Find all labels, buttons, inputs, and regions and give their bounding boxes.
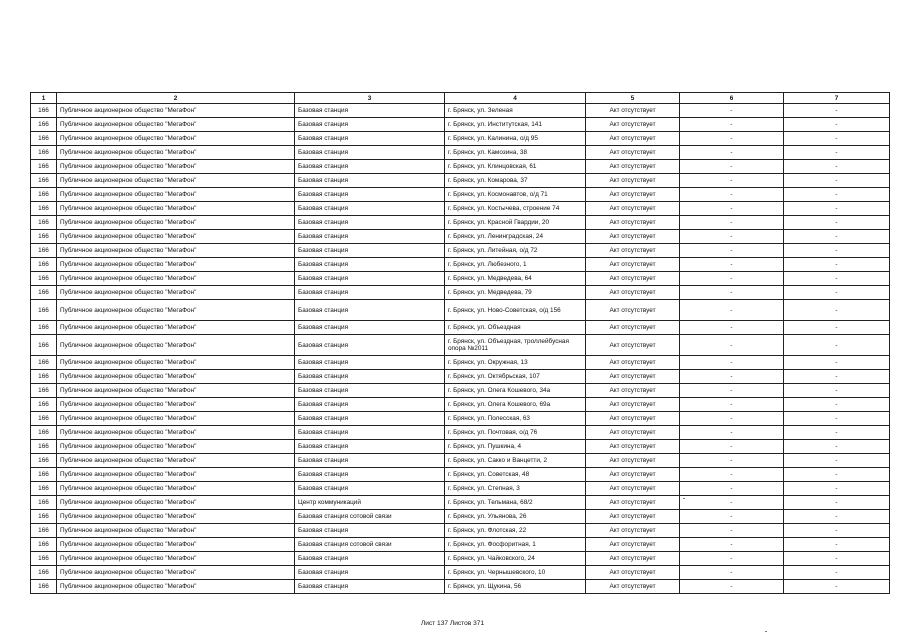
table-body [31, 104, 890, 594]
cell-address: г. Брянск, ул. Чайковского, 24 [445, 552, 586, 566]
cell-organization: Публичное акционерное общество "МегаФон" [57, 426, 295, 440]
cell-number: 166 [31, 370, 57, 384]
cell-organization: Публичное акционерное общество "МегаФон" [57, 482, 295, 496]
cell-column-7: - [784, 440, 890, 454]
cell-number: 166 [31, 440, 57, 454]
cell-column-7: - [784, 496, 890, 510]
cell-column-7: - [784, 356, 890, 370]
cell-column-7: - [784, 132, 890, 146]
cell-act-status: Акт отсутствует [586, 468, 680, 482]
cell-number: 166 [31, 384, 57, 398]
cell-column-7: - [784, 335, 890, 356]
cell-act-status: Акт отсутствует [586, 566, 680, 580]
cell-number: 166 [31, 538, 57, 552]
cell-organization: Публичное акционерное общество "МегаФон" [57, 510, 295, 524]
cell-address: г. Брянск, ул. Окружная, 13 [445, 356, 586, 370]
cell-address: г. Брянск, ул. Советская, 48 [445, 468, 586, 482]
cell-column-7: - [784, 454, 890, 468]
cell-number: 166 [31, 258, 57, 272]
cell-act-status: Акт отсутствует [586, 356, 680, 370]
cell-organization: Публичное акционерное общество "МегаФон" [57, 468, 295, 482]
cell-object-type: Базовая станция [295, 356, 445, 370]
cell-address: г. Брянск, ул. Фосфоритная, 1 [445, 538, 586, 552]
cell-number: 166 [31, 468, 57, 482]
cell-address: г. Брянск, ул. Ленинградская, 24 [445, 230, 586, 244]
cell-act-status: Акт отсутствует [586, 398, 680, 412]
cell-organization: Публичное акционерное общество "МегаФон" [57, 412, 295, 426]
table-row [31, 552, 890, 566]
column-header-4: 4 [445, 93, 586, 104]
cell-object-type: Базовая станция [295, 160, 445, 174]
cell-column-6: - [680, 398, 784, 412]
cell-organization: Публичное акционерное общество "МегаФон" [57, 552, 295, 566]
cell-column-6: - [680, 496, 784, 510]
column-header-6: 6 [680, 93, 784, 104]
cell-number: 166 [31, 104, 57, 118]
cell-column-7: - [784, 398, 890, 412]
cell-number: 166 [31, 426, 57, 440]
cell-address: г. Брянск, ул. Ульянова, 26 [445, 510, 586, 524]
cell-number: 166 [31, 174, 57, 188]
cell-number: 166 [31, 202, 57, 216]
cell-column-6: - [680, 454, 784, 468]
cell-organization: Публичное акционерное общество "МегаФон" [57, 538, 295, 552]
cell-act-status: Акт отсутствует [586, 412, 680, 426]
cell-organization: Публичное акционерное общество "МегаФон" [57, 118, 295, 132]
cell-column-6: - [680, 300, 784, 321]
table-row [31, 538, 890, 552]
cell-object-type: Базовая станция [295, 174, 445, 188]
cell-object-type: Центр коммуникаций [295, 496, 445, 510]
cell-object-type: Базовая станция [295, 258, 445, 272]
cell-address: г. Брянск, ул. Любезного, 1 [445, 258, 586, 272]
table-row [31, 454, 890, 468]
cell-column-7: - [784, 300, 890, 321]
cell-act-status: Акт отсутствует [586, 118, 680, 132]
table-row [31, 244, 890, 258]
cell-organization: Публичное акционерное общество "МегаФон" [57, 244, 295, 258]
cell-object-type: Базовая станция [295, 244, 445, 258]
cell-address: г. Брянск, ул. Костычева, строение 74 [445, 202, 586, 216]
cell-object-type: Базовая станция [295, 188, 445, 202]
cell-column-7: - [784, 321, 890, 335]
table-row [31, 384, 890, 398]
table-row [31, 412, 890, 426]
cell-number: 166 [31, 321, 57, 335]
registry-table [30, 92, 890, 594]
cell-column-6: - [680, 566, 784, 580]
cell-column-7: - [784, 244, 890, 258]
table-row [31, 174, 890, 188]
cell-object-type: Базовая станция [295, 104, 445, 118]
cell-object-type: Базовая станция [295, 300, 445, 321]
cell-column-7: - [784, 552, 890, 566]
cell-address: г. Брянск, ул. Космонавтов, о/д 71 [445, 188, 586, 202]
cell-act-status: Акт отсутствует [586, 321, 680, 335]
cell-column-6: - [680, 202, 784, 216]
table-row [31, 216, 890, 230]
cell-object-type: Базовая станция [295, 286, 445, 300]
cell-organization: Публичное акционерное общество "МегаФон" [57, 370, 295, 384]
cell-organization: Публичное акционерное общество "МегаФон" [57, 454, 295, 468]
cell-organization: Публичное акционерное общество "МегаФон" [57, 202, 295, 216]
scan-speck [765, 631, 767, 632]
cell-column-7: - [784, 510, 890, 524]
table-row [31, 398, 890, 412]
table-row [31, 272, 890, 286]
cell-object-type: Базовая станция [295, 272, 445, 286]
cell-object-type: Базовая станция [295, 335, 445, 356]
cell-column-7: - [784, 468, 890, 482]
cell-column-6: - [680, 230, 784, 244]
cell-number: 166 [31, 524, 57, 538]
cell-column-6: - [680, 440, 784, 454]
cell-address: г. Брянск, ул. Октябрьская, 107 [445, 370, 586, 384]
cell-address: г. Брянск, ул. Чернышевского, 10 [445, 566, 586, 580]
cell-object-type: Базовая станция сотовой связи [295, 510, 445, 524]
cell-organization: Публичное акционерное общество "МегаФон" [57, 524, 295, 538]
cell-number: 166 [31, 188, 57, 202]
cell-number: 166 [31, 454, 57, 468]
cell-object-type: Базовая станция [295, 321, 445, 335]
cell-act-status: Акт отсутствует [586, 146, 680, 160]
cell-act-status: Акт отсутствует [586, 104, 680, 118]
cell-number: 166 [31, 272, 57, 286]
cell-column-7: - [784, 538, 890, 552]
cell-object-type: Базовая станция [295, 412, 445, 426]
cell-organization: Публичное акционерное общество "МегаФон" [57, 384, 295, 398]
cell-address: г. Брянск, ул. Олега Кошевого, 69а [445, 398, 586, 412]
cell-address: г. Брянск, ул. Объездная, троллейбусная опора №2011 [445, 335, 586, 356]
cell-column-6: - [680, 468, 784, 482]
cell-act-status: Акт отсутствует [586, 160, 680, 174]
cell-number: 166 [31, 482, 57, 496]
cell-number: 166 [31, 552, 57, 566]
cell-act-status: Акт отсутствует [586, 524, 680, 538]
cell-column-7: - [784, 118, 890, 132]
cell-number: 166 [31, 286, 57, 300]
cell-object-type: Базовая станция [295, 440, 445, 454]
cell-column-7: - [784, 286, 890, 300]
cell-organization: Публичное акционерное общество "МегаФон" [57, 356, 295, 370]
cell-column-6: - [680, 216, 784, 230]
cell-object-type: Базовая станция [295, 216, 445, 230]
cell-column-7: - [784, 566, 890, 580]
cell-column-6: - [680, 384, 784, 398]
cell-column-6: - [680, 258, 784, 272]
table-row [31, 370, 890, 384]
cell-number: 166 [31, 230, 57, 244]
cell-organization: Публичное акционерное общество "МегаФон" [57, 188, 295, 202]
table-row [31, 146, 890, 160]
cell-act-status: Акт отсутствует [586, 244, 680, 258]
cell-object-type: Базовая станция [295, 580, 445, 594]
cell-column-6: - [680, 132, 784, 146]
cell-address: г. Брянск, ул. Степная, 3 [445, 482, 586, 496]
cell-object-type: Базовая станция [295, 230, 445, 244]
cell-address: г. Брянск, ул. Объездная [445, 321, 586, 335]
cell-act-status: Акт отсутствует [586, 454, 680, 468]
cell-organization: Публичное акционерное общество "МегаФон" [57, 335, 295, 356]
cell-column-7: - [784, 216, 890, 230]
cell-number: 166 [31, 398, 57, 412]
cell-object-type: Базовая станция [295, 566, 445, 580]
cell-number: 166 [31, 300, 57, 321]
cell-column-6: - [680, 286, 784, 300]
cell-number: 166 [31, 566, 57, 580]
cell-column-7: - [784, 426, 890, 440]
cell-column-6: - [680, 552, 784, 566]
cell-organization: Публичное акционерное общество "МегаФон" [57, 216, 295, 230]
cell-object-type: Базовая станция [295, 118, 445, 132]
cell-address: г. Брянск, ул. Клинцовская, 61 [445, 160, 586, 174]
cell-column-7: - [784, 580, 890, 594]
cell-act-status: Акт отсутствует [586, 510, 680, 524]
cell-organization: Публичное акционерное общество "МегаФон" [57, 272, 295, 286]
cell-address: г. Брянск, ул. Медведева, 64 [445, 272, 586, 286]
cell-object-type: Базовая станция [295, 398, 445, 412]
cell-organization: Публичное акционерное общество "МегаФон" [57, 496, 295, 510]
cell-number: 166 [31, 160, 57, 174]
cell-address: г. Брянск, ул. Красной Гвардии, 20 [445, 216, 586, 230]
cell-address: г. Брянск, ул. Почтовая, о/д 76 [445, 426, 586, 440]
cell-organization: Публичное акционерное общество "МегаФон" [57, 566, 295, 580]
cell-column-6: - [680, 510, 784, 524]
cell-column-7: - [784, 524, 890, 538]
cell-object-type: Базовая станция [295, 524, 445, 538]
table-row [31, 321, 890, 335]
cell-object-type: Базовая станция [295, 146, 445, 160]
cell-act-status: Акт отсутствует [586, 188, 680, 202]
cell-column-7: - [784, 160, 890, 174]
cell-organization: Публичное акционерное общество "МегаФон" [57, 230, 295, 244]
cell-column-6: - [680, 244, 784, 258]
cell-organization: Публичное акционерное общество "МегаФон" [57, 300, 295, 321]
cell-act-status: Акт отсутствует [586, 482, 680, 496]
cell-number: 166 [31, 496, 57, 510]
cell-number: 166 [31, 510, 57, 524]
cell-object-type: Базовая станция [295, 202, 445, 216]
cell-act-status: Акт отсутствует [586, 300, 680, 321]
cell-column-7: - [784, 370, 890, 384]
cell-act-status: Акт отсутствует [586, 258, 680, 272]
table-row [31, 132, 890, 146]
cell-object-type: Базовая станция [295, 454, 445, 468]
cell-address: г. Брянск, ул. Флотская, 22 [445, 524, 586, 538]
cell-address: г. Брянск, ул. Сакко и Ванцетти, 2 [445, 454, 586, 468]
cell-number: 166 [31, 132, 57, 146]
cell-number: 166 [31, 412, 57, 426]
cell-column-6: - [680, 146, 784, 160]
cell-act-status: Акт отсутствует [586, 580, 680, 594]
cell-column-7: - [784, 258, 890, 272]
cell-number: 166 [31, 118, 57, 132]
cell-act-status: Акт отсутствует [586, 384, 680, 398]
page-footer: Лист 137 Листов 371 [420, 620, 485, 627]
cell-column-6: - [680, 538, 784, 552]
cell-column-7: - [784, 188, 890, 202]
cell-organization: Публичное акционерное общество "МегаФон" [57, 146, 295, 160]
cell-address: г. Брянск, ул. Тельмана, 68/2 [445, 496, 586, 510]
cell-column-7: - [784, 146, 890, 160]
table-row [31, 335, 890, 356]
cell-object-type: Базовая станция [295, 370, 445, 384]
table-row [31, 286, 890, 300]
cell-column-7: - [784, 482, 890, 496]
cell-column-6: - [680, 370, 784, 384]
cell-column-6: - [680, 188, 784, 202]
cell-organization: Публичное акционерное общество "МегаФон" [57, 286, 295, 300]
cell-address: г. Брянск, ул. Пушкина, 4 [445, 440, 586, 454]
cell-act-status: Акт отсутствует [586, 132, 680, 146]
cell-column-7: - [784, 230, 890, 244]
cell-address: г. Брянск, ул. Полесская, 63 [445, 412, 586, 426]
cell-act-status: Акт отсутствует [586, 538, 680, 552]
cell-address: г. Брянск, ул. Зеленая [445, 104, 586, 118]
cell-act-status: Акт отсутствует [586, 370, 680, 384]
table-row [31, 104, 890, 118]
cell-address: г. Брянск, ул. Институтская, 141 [445, 118, 586, 132]
cell-object-type: Базовая станция [295, 468, 445, 482]
table-row [31, 118, 890, 132]
cell-column-7: - [784, 412, 890, 426]
column-header-5: 5 [586, 93, 680, 104]
cell-number: 166 [31, 244, 57, 258]
cell-organization: Публичное акционерное общество "МегаФон" [57, 258, 295, 272]
cell-column-6: - [680, 321, 784, 335]
cell-number: 166 [31, 146, 57, 160]
cell-column-6: - [680, 335, 784, 356]
table-row [31, 496, 890, 510]
cell-act-status: Акт отсутствует [586, 440, 680, 454]
cell-column-7: - [784, 202, 890, 216]
cell-address: г. Брянск, ул. Литейная, о/д 72 [445, 244, 586, 258]
table-row [31, 258, 890, 272]
cell-act-status: Акт отсутствует [586, 286, 680, 300]
cell-number: 166 [31, 335, 57, 356]
cell-number: 166 [31, 356, 57, 370]
cell-organization: Публичное акционерное общество "МегаФон" [57, 580, 295, 594]
cell-organization: Публичное акционерное общество "МегаФон" [57, 321, 295, 335]
cell-column-7: - [784, 104, 890, 118]
cell-column-6: - [680, 104, 784, 118]
column-header-3: 3 [295, 93, 445, 104]
cell-act-status: Акт отсутствует [586, 202, 680, 216]
cell-organization: Публичное акционерное общество "МегаФон" [57, 132, 295, 146]
cell-act-status: Акт отсутствует [586, 426, 680, 440]
table-row [31, 440, 890, 454]
cell-address: г. Брянск, ул. Ново-Советская, о/д 156 [445, 300, 586, 321]
table-row [31, 524, 890, 538]
table-row [31, 482, 890, 496]
table-row [31, 580, 890, 594]
table-row [31, 300, 890, 321]
cell-act-status: Акт отсутствует [586, 496, 680, 510]
cell-object-type: Базовая станция [295, 384, 445, 398]
cell-object-type: Базовая станция сотовой связи [295, 538, 445, 552]
cell-act-status: Акт отсутствует [586, 272, 680, 286]
table-row [31, 202, 890, 216]
cell-column-6: - [680, 118, 784, 132]
table-row [31, 230, 890, 244]
table-row [31, 356, 890, 370]
cell-object-type: Базовая станция [295, 552, 445, 566]
scan-speck [683, 498, 685, 499]
column-header-2: 2 [57, 93, 295, 104]
cell-column-6: - [680, 426, 784, 440]
cell-organization: Публичное акционерное общество "МегаФон" [57, 398, 295, 412]
cell-address: г. Брянск, ул. Олега Кошевого, 34а [445, 384, 586, 398]
cell-object-type: Базовая станция [295, 482, 445, 496]
column-header-1: 1 [31, 93, 57, 104]
column-header-7: 7 [784, 93, 890, 104]
cell-column-6: - [680, 482, 784, 496]
cell-organization: Публичное акционерное общество "МегаФон" [57, 160, 295, 174]
cell-address: г. Брянск, ул. Комарова, 37 [445, 174, 586, 188]
cell-organization: Публичное акционерное общество "МегаФон" [57, 174, 295, 188]
table-row [31, 426, 890, 440]
table-row [31, 188, 890, 202]
cell-address: г. Брянск, ул. Калинина, о/д 95 [445, 132, 586, 146]
cell-column-7: - [784, 272, 890, 286]
table-row [31, 160, 890, 174]
cell-act-status: Акт отсутствует [586, 230, 680, 244]
cell-column-6: - [680, 412, 784, 426]
table-row [31, 566, 890, 580]
table-row [31, 468, 890, 482]
cell-object-type: Базовая станция [295, 426, 445, 440]
cell-column-6: - [680, 272, 784, 286]
cell-column-6: - [680, 356, 784, 370]
cell-object-type: Базовая станция [295, 132, 445, 146]
cell-organization: Публичное акционерное общество "МегаФон" [57, 440, 295, 454]
cell-act-status: Акт отсутствует [586, 335, 680, 356]
cell-column-7: - [784, 174, 890, 188]
cell-column-6: - [680, 160, 784, 174]
cell-address: г. Брянск, ул. Щукина, 56 [445, 580, 586, 594]
cell-column-7: - [784, 384, 890, 398]
cell-act-status: Акт отсутствует [586, 174, 680, 188]
cell-address: г. Брянск, ул. Камозина, 38 [445, 146, 586, 160]
header-row [31, 93, 890, 104]
cell-number: 166 [31, 216, 57, 230]
cell-address: г. Брянск, ул. Медведева, 79 [445, 286, 586, 300]
cell-number: 166 [31, 580, 57, 594]
table-row [31, 510, 890, 524]
cell-act-status: Акт отсутствует [586, 216, 680, 230]
cell-column-6: - [680, 524, 784, 538]
cell-act-status: Акт отсутствует [586, 552, 680, 566]
cell-organization: Публичное акционерное общество "МегаФон" [57, 104, 295, 118]
document-sheet [30, 92, 889, 594]
cell-column-6: - [680, 580, 784, 594]
cell-column-6: - [680, 174, 784, 188]
